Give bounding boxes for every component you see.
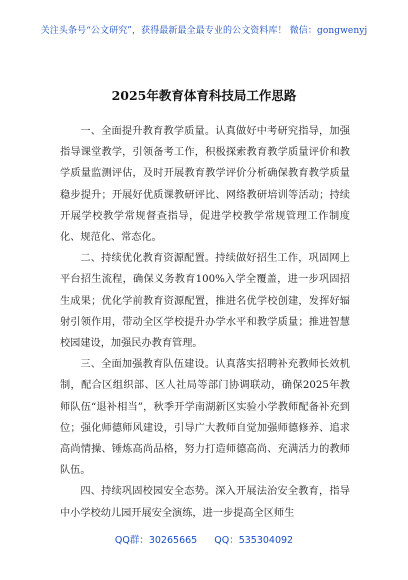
paragraph-campus-safety: 四、持续巩固校园安全态势。深入开展法治安全教育，指导中小学校幼儿园开展安全演练，进一步提高全区师生 [60,486,350,519]
footer-qq-group: QQ群：30265665 [114,535,198,546]
paragraph-teaching-quality: 一、全面提升教育教学质量。认真做好中考研究指导，加强指导课堂教学，引领备考工作，积极探索教育教学质量评价和教学质量监测评估，及时开展教育教学评价分析确保教育教学质量稳步提升；开展好优质课教研评比、网络教研培训等活动；持续开展学校教学常规督查指导，促进学校教学常规管理工作制度化、规范化、常态化。 [60,126,350,244]
document-body [60,121,350,524]
footer-qq-number: QQ：535304092 [214,535,294,546]
document-title: 2025年教育体育科技局工作思路 [111,88,297,103]
header-banner: 关注头条号“公文研究”，获得最新最全最专业的公文资料库！ 微信：gongwenyj [40,26,368,36]
paragraph-resource-allocation: 二、持续优化教育资源配置。持续做好招生工作，巩固网上平台招生流程，确保义务教育100%入学全覆盖，进一步巩固招生成果；优化学前教育资源配置，推进名优学校创建，发挥好辐射引领作用，带动全区学校提升办学水平和教学质量；推进智慧校园建设，加强民办教育管理。 [60,253,350,350]
footer-contact [0,535,408,547]
paragraph-teacher-team: 三、全面加强教育队伍建设。认真落实招聘补充教师长效机制，配合区组织部、区人社局等部门协调联动，确保2025年教师队伍“退补相当”，秋季开学南湖新区实验小学教师配备补充到位；强化师德师风建设，引导广大教师自觉加强师德修养、追求高尚情操、锤炼高尚品格，努力打造师德高尚、充满活力的教师队伍。 [60,359,350,477]
